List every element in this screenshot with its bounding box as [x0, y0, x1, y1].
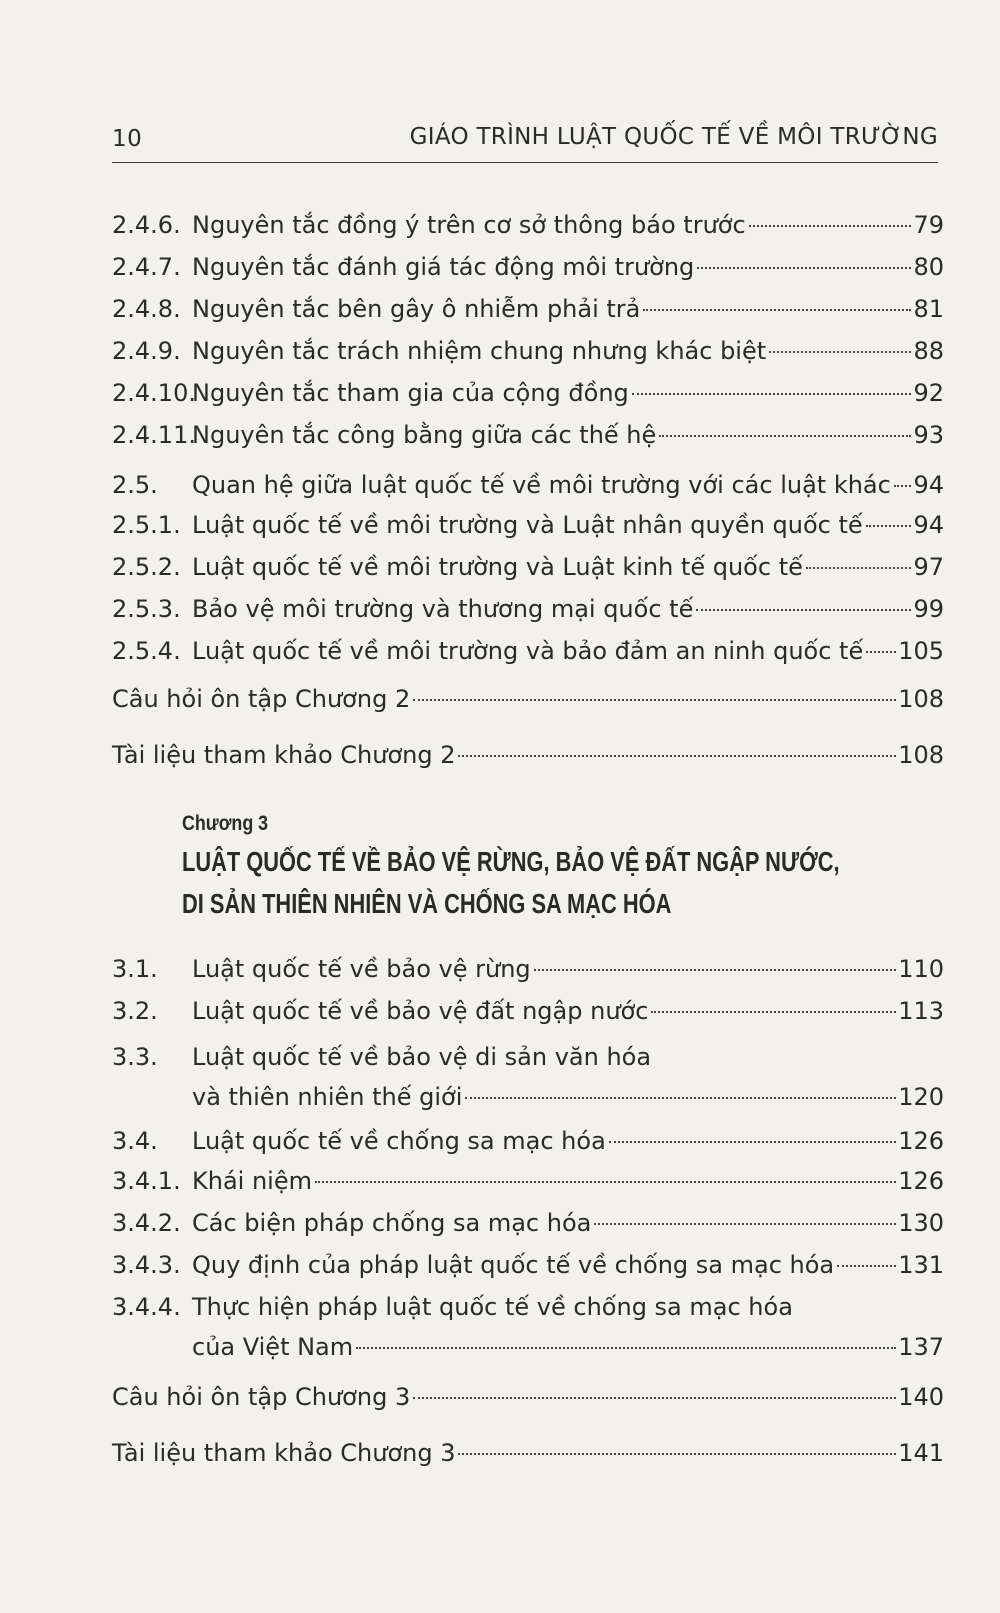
entry-title: Nguyên tắc bên gây ô nhiễm phải trả [192, 295, 641, 323]
dot-leader [659, 434, 911, 437]
dot-leader [315, 1180, 896, 1183]
entry-title: Luật quốc tế về môi trường và bảo đảm an ninh quốc tế [192, 637, 864, 665]
dot-leader [465, 1096, 896, 1099]
dot-leader [413, 698, 896, 701]
entry-title: Câu hỏi ôn tập Chương 3 [112, 1383, 411, 1411]
entry-line [192, 550, 944, 584]
entry-title: Câu hỏi ôn tập Chương 2 [112, 685, 411, 713]
entry-page: 81 [913, 295, 944, 323]
entry-line [192, 592, 944, 626]
entry-title-cont: của Việt Nam [192, 1333, 354, 1361]
entry-line [192, 418, 944, 452]
entry-page: 99 [913, 595, 944, 623]
entry-page: 120 [898, 1083, 944, 1111]
dot-leader [643, 308, 911, 311]
page-number: 10 [112, 126, 143, 152]
entry-number: 2.4.9. [112, 337, 181, 365]
entry-page: 126 [898, 1167, 944, 1195]
entry-number: 2.5.2. [112, 553, 181, 581]
entry-number: 2.5.3. [112, 595, 181, 623]
entry-line [192, 634, 944, 668]
entry-page: 94 [913, 471, 944, 499]
entry-page: 130 [898, 1209, 944, 1237]
entry-line [192, 1330, 944, 1364]
entry-number: 2.5.1. [112, 511, 181, 539]
entry-page: 126 [898, 1127, 944, 1155]
dot-leader [356, 1346, 896, 1349]
chapter-title-line-2: DI SẢN THIÊN NHIÊN VÀ CHỐNG SA MẠC HÓA [182, 888, 672, 919]
entry-number: 2.4.10. [112, 379, 196, 407]
entry-number: 2.4.7. [112, 253, 181, 281]
entry-title: Bảo vệ môi trường và thương mại quốc tế [192, 595, 694, 623]
entry-page: 105 [898, 637, 944, 665]
dot-leader [769, 350, 911, 353]
entry-page: 92 [913, 379, 944, 407]
entry-number: 2.4.6. [112, 211, 181, 239]
entry-title: Nguyên tắc đánh giá tác động môi trường [192, 253, 695, 281]
dot-leader [866, 524, 912, 527]
entry-line [192, 508, 944, 542]
dot-leader [534, 968, 897, 971]
entry-line [192, 994, 944, 1028]
entry-number: 3.4.4. [112, 1293, 181, 1321]
entry-line [192, 1248, 944, 1282]
chapter-label: Chương 3 [182, 812, 269, 835]
entry-title: Quy định của pháp luật quốc tế về chống sa mạc hóa [192, 1251, 835, 1279]
dot-leader [458, 754, 896, 757]
dot-leader [696, 608, 911, 611]
entry-number: 3.4.2. [112, 1209, 181, 1237]
dot-leader [806, 566, 912, 569]
entry-title: Luật quốc tế về bảo vệ rừng [192, 955, 531, 983]
entry-page: 108 [898, 741, 944, 769]
entry-title: Tài liệu tham khảo Chương 3 [112, 1439, 456, 1467]
dot-leader [749, 224, 912, 227]
page-header [112, 118, 938, 163]
entry-page: 140 [898, 1383, 944, 1411]
entry-page: 93 [913, 421, 944, 449]
entry-line [112, 738, 944, 772]
entry-title: Nguyên tắc tham gia của cộng đồng [192, 379, 629, 407]
entry-number: 3.3. [112, 1043, 158, 1071]
entry-line [192, 1124, 944, 1158]
entry-page: 110 [898, 955, 944, 983]
entry-number: 3.2. [112, 997, 158, 1025]
entry-title: Nguyên tắc công bằng giữa các thế hệ [192, 421, 657, 449]
entry-title: Luật quốc tế về chống sa mạc hóa [192, 1127, 606, 1155]
dot-leader [697, 266, 911, 269]
entry-title: Nguyên tắc trách nhiệm chung nhưng khác biệt [192, 337, 767, 365]
dot-leader [609, 1140, 896, 1143]
entry-title: Luật quốc tế về môi trường và Luật kinh tế quốc tế [192, 553, 803, 581]
entry-number: 3.4.1. [112, 1167, 181, 1195]
dot-leader [866, 650, 896, 653]
entry-number: 3.4.3. [112, 1251, 181, 1279]
entry-line [192, 334, 944, 368]
dot-leader [458, 1452, 896, 1455]
entry-title: Tài liệu tham khảo Chương 2 [112, 741, 456, 769]
entry-line [192, 1080, 944, 1114]
entry-page: 88 [913, 337, 944, 365]
entry-page: 108 [898, 685, 944, 713]
entry-number: 2.4.11. [112, 421, 196, 449]
entry-number: 2.4.8. [112, 295, 181, 323]
entry-title-cont: và thiên nhiên thế giới [192, 1083, 463, 1111]
entry-line [192, 292, 944, 326]
running-title: GIÁO TRÌNH LUẬT QUỐC TẾ VỀ MÔI TRƯỜNG [409, 124, 938, 150]
entry-page: 137 [898, 1333, 944, 1361]
entry-line [192, 208, 944, 242]
entry-line [112, 682, 944, 716]
entry-page: 141 [898, 1439, 944, 1467]
entry-title: Luật quốc tế về bảo vệ đất ngập nước [192, 997, 649, 1025]
entry-line [192, 952, 944, 986]
dot-leader [413, 1396, 896, 1399]
entry-line [192, 250, 944, 284]
entry-title: Thực hiện pháp luật quốc tế về chống sa mạc hóa [192, 1293, 793, 1321]
entry-page: 113 [898, 997, 944, 1025]
entry-number: 2.5.4. [112, 637, 181, 665]
dot-leader [594, 1222, 896, 1225]
chapter-title-line-1: LUẬT QUỐC TẾ VỀ BẢO VỆ RỪNG, BẢO VỆ ĐẤT NGẬP NƯỚC, [182, 846, 840, 877]
entry-number: 2.5. [112, 471, 158, 499]
entry-title: Luật quốc tế về môi trường và Luật nhân quyền quốc tế [192, 511, 863, 539]
entry-title: Khái niệm [192, 1167, 312, 1195]
dot-leader [651, 1010, 896, 1013]
entry-number: 3.1. [112, 955, 158, 983]
entry-line [192, 1164, 944, 1198]
entry-page: 94 [913, 511, 944, 539]
entry-title: Nguyên tắc đồng ý trên cơ sở thông báo trước [192, 211, 746, 239]
entry-line [112, 1380, 944, 1414]
entry-title: Luật quốc tế về bảo vệ di sản văn hóa [192, 1043, 652, 1071]
entry-line [192, 1206, 944, 1240]
entry-title: Quan hệ giữa luật quốc tế về môi trường với các luật khác [192, 471, 891, 499]
entry-page: 131 [898, 1251, 944, 1279]
entry-line [192, 376, 944, 410]
dot-leader [894, 484, 912, 487]
dot-leader [632, 392, 912, 395]
dot-leader [837, 1264, 896, 1267]
entry-title: Các biện pháp chống sa mạc hóa [192, 1209, 592, 1237]
entry-page: 97 [913, 553, 944, 581]
entry-number: 3.4. [112, 1127, 158, 1155]
entry-line [112, 1436, 944, 1470]
entry-line [192, 468, 944, 502]
entry-page: 80 [913, 253, 944, 281]
entry-page: 79 [913, 211, 944, 239]
